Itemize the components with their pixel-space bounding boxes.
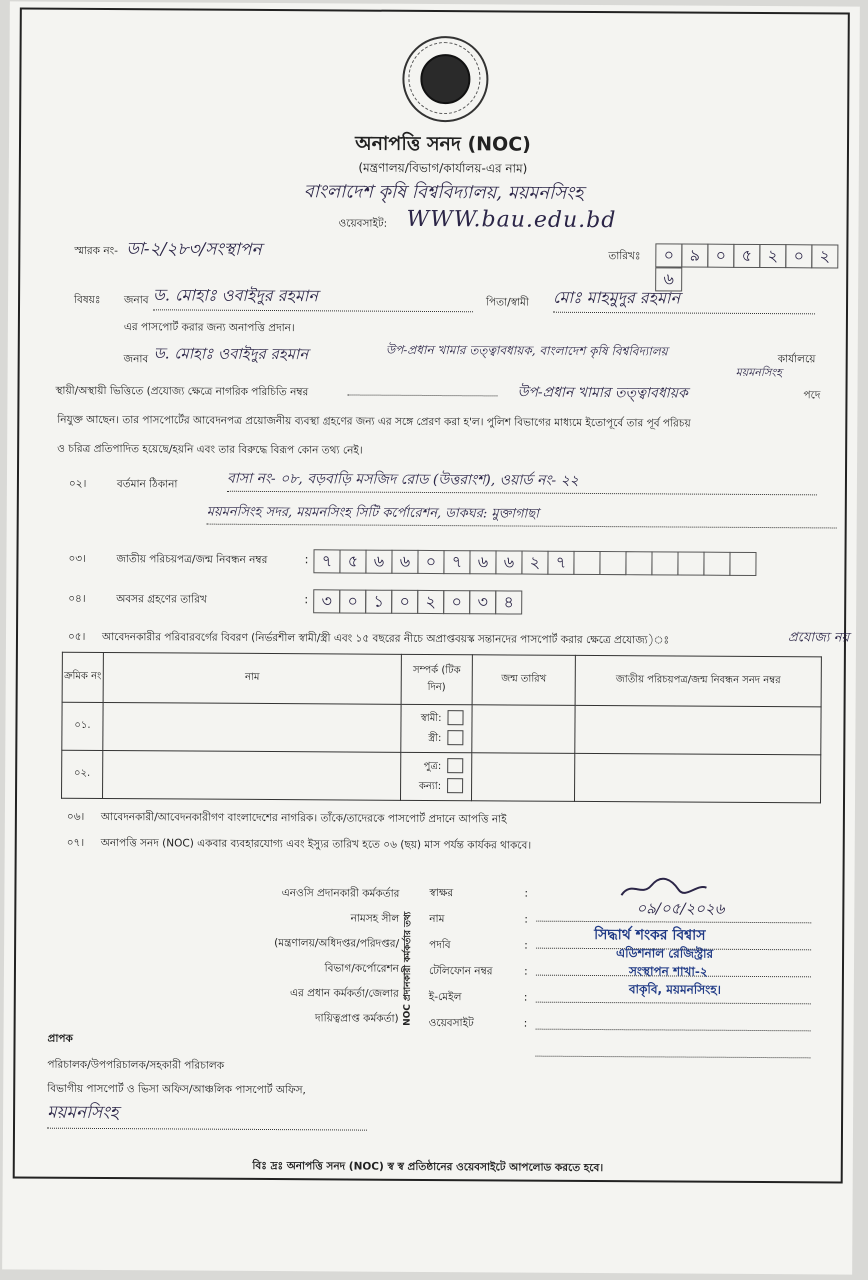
body-name: ড. মোহাঃ ওবাইদুর রহমান	[153, 344, 309, 364]
signing-line: বিভাগ/কর্পোরেশন	[324, 962, 400, 975]
document-title: অনাপত্তি সনদ (NOC)	[355, 132, 531, 156]
website-value: WWW.bau.edu.bd	[406, 206, 617, 234]
vertical-label: NOC প্রদানকারী কর্মকর্তার তথ্য	[402, 911, 414, 1026]
body-janab: জনাব	[123, 353, 149, 366]
relation-label: স্ত্রী:	[428, 732, 442, 744]
signing-officer-block	[204, 881, 400, 1032]
subject-line2: এর পাসপোর্ট করার জন্য অনাপত্তি প্রদান।	[123, 321, 295, 335]
relation-cell	[401, 752, 472, 800]
item-03-number: ০৩।	[68, 552, 86, 565]
designation-tail: ময়মনসিংহ	[735, 365, 782, 380]
retire-digit-box: ১	[365, 590, 392, 614]
signing-line: এর প্রধান কর্মকর্তা/জেলার	[290, 987, 399, 1000]
ref-value: ডা-২/২৮৩/সংস্থাপন	[126, 239, 262, 260]
header-relation: সম্পর্ক (টিক দিন)	[401, 654, 472, 704]
body-designation: উপ-প্রধান খামার তত্ত্বাবধায়ক, বাংলাদেশ কৃষি বিশ্ববিদ্যালয়	[385, 342, 668, 359]
field-label: ওয়েবসাইট	[428, 1016, 474, 1030]
field-label: পদবি	[429, 938, 451, 952]
nid-digit-box: ৬	[365, 550, 392, 574]
footer-note: বিঃ দ্রঃ অনাপত্তি সনদ (NOC) স্ব স্ব প্রতিষ্ঠানের ওয়েবসাইটে আপলোড করতে হবে।	[252, 1159, 604, 1175]
header-name: নাম	[103, 652, 401, 704]
field-label: স্বাক্ষর	[429, 886, 454, 900]
body-paragraph-1: নিযুক্ত আছেন। তার পাসপোর্টের আবেদনপত্র প্রয়োজনীয় ব্যবস্থা গ্রহণের জন্য এর সঙ্গে প্রেরণ করা হ'ল। পুলিশ বিভাগের মাধ্যমে ইতোপূর্বে তার পূর্ব পরিচয়	[57, 413, 691, 430]
nid-digit-box: ৭	[547, 551, 574, 575]
nid-digit-box	[729, 552, 756, 576]
row-dob-cell	[472, 753, 575, 802]
validity-text: অনাপত্তি সনদ (NOC) একবার ব্যবহারযোগ্য এবং ইস্যুর তারিখ হতে ০৬ (ছয়) মাস পর্যন্ত কার্যকর থাকবে।	[100, 836, 532, 852]
subject-janab: জনাব	[124, 294, 149, 307]
item-05-number: ০৫।	[67, 630, 86, 643]
nid-digit-box: ৬	[391, 550, 418, 574]
relation-label: পুত্র:	[423, 760, 442, 772]
family-table	[61, 652, 822, 804]
wife-checkbox[interactable]	[447, 730, 463, 745]
date-digit-box: ২	[759, 244, 786, 268]
header-dob: জন্ম তারিখ	[472, 655, 575, 706]
nid-digit-box	[599, 551, 626, 575]
header-serial: ক্রমিক নং	[62, 652, 103, 702]
row-name-cell	[103, 702, 401, 752]
recipient-city: ময়মনসিংহ	[47, 1100, 367, 1131]
date-digit-box: ৫	[733, 244, 760, 268]
nid-digit-box: ২	[521, 551, 548, 575]
item-07-number: ০৭।	[66, 836, 85, 849]
subject-label: বিষয়ঃ	[74, 293, 101, 306]
signing-line: নামসহ সীল	[350, 912, 400, 925]
karyalaye-text: কার্যালয়ে	[777, 353, 816, 366]
row-serial: ০১.	[62, 702, 103, 750]
retire-digit-box: ৪	[495, 590, 522, 614]
retire-digit-box: ০	[443, 590, 470, 614]
recipient-line-1: পরিচালক/উপপরিচালক/সহকারী পরিচালক	[47, 1058, 225, 1072]
nid-digit-box: ৬	[469, 550, 496, 574]
son-checkbox[interactable]	[447, 758, 463, 773]
nid-digit-box: ০	[417, 550, 444, 574]
relation-label: কন্যা:	[418, 780, 442, 792]
item-06-number: ০৬।	[66, 810, 85, 823]
stamp-address: বাকৃবি, ময়মনসিংহ।	[628, 982, 721, 997]
item-02-number: ০২।	[68, 477, 87, 490]
nid-boxes	[314, 549, 756, 576]
nid-digit-box	[703, 552, 730, 576]
table-row	[62, 702, 821, 755]
row-name-cell	[103, 750, 401, 800]
stamp-name: সিদ্ধার্থ শংকর বিশ্বাস	[594, 927, 706, 944]
nid-digit-box: ৭	[443, 550, 470, 574]
signing-line: (মন্ত্রণালয়/অধিদপ্তর/পরিদপ্তর/	[274, 937, 400, 950]
row-serial: ০২.	[62, 750, 103, 798]
subject-name: ড. মোহাঃ ওবাইদুর রহমান	[153, 282, 473, 312]
date-digit-box: ৯	[681, 244, 708, 268]
signing-line: এনওসি প্রদানকারী কর্মকর্তার	[281, 887, 400, 900]
date-digit-box: ০	[707, 244, 734, 268]
father-name: মোঃ মাহমুদুর রহমান	[553, 285, 815, 315]
website-label: ওয়েবসাইট:	[338, 217, 388, 230]
pade-text: পদে	[803, 389, 821, 402]
date-digit-box: ২	[811, 244, 838, 268]
retire-digit-box: ০	[339, 589, 366, 613]
retire-boxes	[314, 589, 522, 614]
family-text: আবেদনকারীর পরিবারবর্গের বিবরণ (নির্ভরশীল স্বামী/স্ত্রী এবং ১৫ বছরের নীচে অপ্রাপ্তবয়স্ক সন্তানদের পাসপোর্ট করার ক্ষেত্রে প্রযোজ্য)ঃ	[101, 630, 670, 647]
retire-digit-box: ০	[391, 590, 418, 614]
post-name: উপ-প্রধান খামার তত্ত্বাবধায়ক	[517, 384, 688, 402]
field-label: টেলিফোন নম্বর	[428, 964, 493, 978]
signature-date: ০৯/০৫/২০২৬	[636, 899, 725, 918]
address-label: বর্তমান ঠিকানা	[116, 478, 178, 491]
retire-digit-box: ৩	[469, 590, 496, 614]
address-line-2: ময়মনসিংহ সদর, ময়মনসিংহ সিটি কর্পোরেশন, ডাকঘর: মুক্তাগাছা	[207, 503, 837, 529]
nid-digit-box	[625, 551, 652, 575]
table-row	[62, 750, 821, 803]
date-digit-box: ০	[655, 243, 682, 267]
father-label: পিতা/স্বামী	[486, 296, 529, 309]
nid-digit-box	[573, 551, 600, 575]
stamp-title: এডিশনাল রেজিস্ট্রার	[616, 946, 714, 961]
ref-label: স্মারক নং-	[74, 244, 119, 258]
relation-cell	[401, 704, 472, 752]
nid-label: জাতীয় পরিচয়পত্র/জন্ম নিবন্ধন নম্বর	[116, 553, 268, 566]
citizen-text: আবেদনকারী/আবেদনকারীগণ বাংলাদেশের নাগরিক। তাঁকে/তাদেরকে পাসপোর্ট প্রদানে আপত্তি নাই	[100, 810, 507, 826]
signing-line: দায়িত্বপ্রাপ্ত কর্মকর্তা)	[315, 1012, 399, 1025]
header-nid: জাতীয় পরিচয়পত্র/জন্ম নিবন্ধন সনদ নম্বর	[575, 655, 821, 707]
document-page: অনাপত্তি সনদ (NOC) (মন্ত্রণালয়/বিভাগ/কার্যালয়-এর নাম) বাংলাদেশ কৃষি বিশ্ববিদ্যালয়, ময়মনসিংহ ওয়েবসাইট: WWW.bau.edu.bd স্মারক নং- ডা-২/২৮৩/সংস্থাপন তারিখঃ ০ ৯ ০ ৫ ২ ০ ২৬ বিষয়ঃ জনাব ড. মোহাঃ ওবাইদুর রহমান পিতা/স্বামী মোঃ মাহমুদুর রহমান এর পাসপোর্ট করার জন্য অনাপত্তি প্রদান। জনাব ড. মোহাঃ ওবাইদুর রহমান উপ-প্রধান খামার তত্ত্বাবধায়ক, বাংলাদেশ কৃষি বিশ্ববিদ্যালয় ময়মনসিংহ কার্যালয়ে স্থায়ী/অস্থায়ী ভিত্তিতে (প্রযোজ্য ক্ষেত্রে নাগরিক পরিচিতি নম্বর উপ-প্রধান খামার তত্ত্বাবধায়ক পদে নিযুক্ত আছেন। তার পাসপোর্টের আবেদনপত্র প্রয়োজনীয় ব্যবস্থা গ্রহণের জন্য এর সঙ্গে প্রেরণ করা হ'ল। পুলিশ বিভাগের মাধ্যমে ইতোপূর্বে তার পূর্ব পরিচয় ও চরিত্র প্রতিপাদিত হয়েছে/হয়নি এবং তার বিরুদ্ধে বিরূপ কোন তথ্য নেই। ০২। বর্তমান ঠিকানা বাসা নং- ০৮, বড়বাড়ি মসজিদ রোড (উত্তরাংশ), ওয়ার্ড নং- ২২ ময়মনসিংহ সদর, ময়মনসিংহ সিটি কর্পোরেশন, ডাকঘর: মুক্তাগাছা ০৩। জাতীয় পরিচয়পত্র/জন্ম নিবন্ধন নম্বর : ৭ ৫ ৬ ৬ ০ ৭ ৬ ৬ ২ ৭ ০৪। অবসর গ্রহণের তারিখ : ৩ ০ ১ ০ ২ ০ ৩ ৪ ০৫। আবেদনকারীর পরিবারবর্গের বিবরণ (নির্ভরশীল স্বামী/স্ত্রী এবং ১৫ বছরের নীচে অপ্রাপ্তবয়স্ক সন্তানদের পাসপোর্ট করার ক্ষেত্রে প্রযোজ্য)ঃ প্রযোজ্য নয় ক্রমিক নং নাম সম্পর্ক (টিক দিন) জন্ম তারিখ জাতীয় পরিচয়পত্র/জন্ম নিবন্ধন সনদ নম্বর ০১. স্বামী: স্ত্রী: ০২. পুত্র: কন্যা: ০৬। আবেদনকারী/আবেদনকারীগণ বাংলাদেশের নাগরিক। তাঁকে/তাদেরকে পাসপোর্ট প্রদানে আপত্তি নাই ০৭। অনাপত্তি সনদ (NOC) একবার ব্যবহারযোগ্য এবং ইস্যুর তারিখ হতে ০৬ (ছয়) মাস পর্যন্ত কার্যকর থাকবে। এনওসি প্রদানকারী কর্মকর্তার নামসহ সীল (মন্ত্রণালয়/অধিদপ্তর/পরিদপ্তর/ বিভাগ/কর্পোরেশন এর প্রধান কর্মকর্তা/জেলার দায়িত্বপ্রাপ্ত কর্মকর্তা) NOC প্রদানকারী কর্মকর্তার তথ্য স্বাক্ষর নাম পদবি টেলিফোন নম্বর ই-মেইল ওয়েবসাইট : : : : : : ০৯/০৫/২০২৬ সিদ্ধার্থ শংকর বিশ্বাস এডিশনাল রেজিস্ট্রার সংস্থাপন শাখা-২ বাকৃবি, ময়মনসিংহ। প্রাপক পরিচালক/উপপরিচালক/সহকারী পরিচালক বিভাগীয় পাসপোর্ট ও ভিসা অফিস/আঞ্চলিক পাসপোর্ট অফিস, ময়মনসিংহ বিঃ দ্রঃ অনাপত্তি সনদ (NOC) স্ব স্ব প্রতিষ্ঠানের ওয়েবসাইটে আপলোড করতে হবে।	[2, 1, 860, 1274]
nid-digit-box	[677, 552, 704, 576]
date-digit-box: ৬	[655, 267, 682, 291]
recipient-label: প্রাপক	[47, 1032, 73, 1045]
retire-label: অবসর গ্রহণের তারিখ	[116, 593, 207, 606]
recipient-line-2: বিভাগীয় পাসপোর্ট ও ভিসা অফিস/আঞ্চলিক পাসপোর্ট অফিস,	[47, 1082, 306, 1097]
government-seal-icon	[402, 36, 489, 123]
nid-digit-box: ৬	[495, 550, 522, 574]
item-04-number: ০৪।	[68, 592, 86, 605]
nid-digit-box: ৭	[313, 549, 340, 573]
stamp-section: সংস্থাপন শাখা-২	[628, 964, 708, 979]
husband-checkbox[interactable]	[447, 710, 463, 725]
daughter-checkbox[interactable]	[447, 778, 463, 793]
row-nid-cell	[575, 753, 821, 803]
field-label: ই-মেইল	[428, 990, 462, 1004]
nid-digit-box: ৫	[339, 549, 366, 573]
retire-digit-box: ৩	[313, 589, 340, 613]
field-label: নাম	[429, 912, 445, 926]
address-line-1: বাসা নং- ০৮, বড়বাড়ি মসজিদ রোড (উত্তরাংশ), ওয়ার্ড নং- ২২	[227, 467, 817, 496]
body-paragraph-2: ও চরিত্র প্রতিপাদিত হয়েছে/হয়নি এবং তার বিরুদ্ধে বিরূপ কোন তথ্য নেই।	[57, 442, 363, 457]
nid-digit-box	[651, 551, 678, 575]
relation-label: স্বামী:	[420, 712, 442, 724]
office-name: বাংলাদেশ কৃষি বিশ্ববিদ্যালয়, ময়মনসিংহ	[303, 181, 584, 204]
perm-text: স্থায়ী/অস্থায়ী ভিত্তিতে (প্রযোজ্য ক্ষেত্রে নাগরিক পরিচিতি নম্বর	[55, 384, 309, 399]
row-nid-cell	[575, 705, 821, 755]
signing-fields	[429, 880, 494, 1036]
row-dob-cell	[472, 705, 575, 754]
family-handwritten: প্রযোজ্য নয়	[787, 630, 850, 646]
retire-digit-box: ২	[417, 590, 444, 614]
date-label: তারিখঃ	[608, 250, 641, 263]
date-digit-box: ০	[785, 244, 812, 268]
ministry-note: (মন্ত্রণালয়/বিভাগ/কার্যালয়-এর নাম)	[358, 160, 528, 176]
field-colons: : : : : : :	[523, 886, 529, 1030]
